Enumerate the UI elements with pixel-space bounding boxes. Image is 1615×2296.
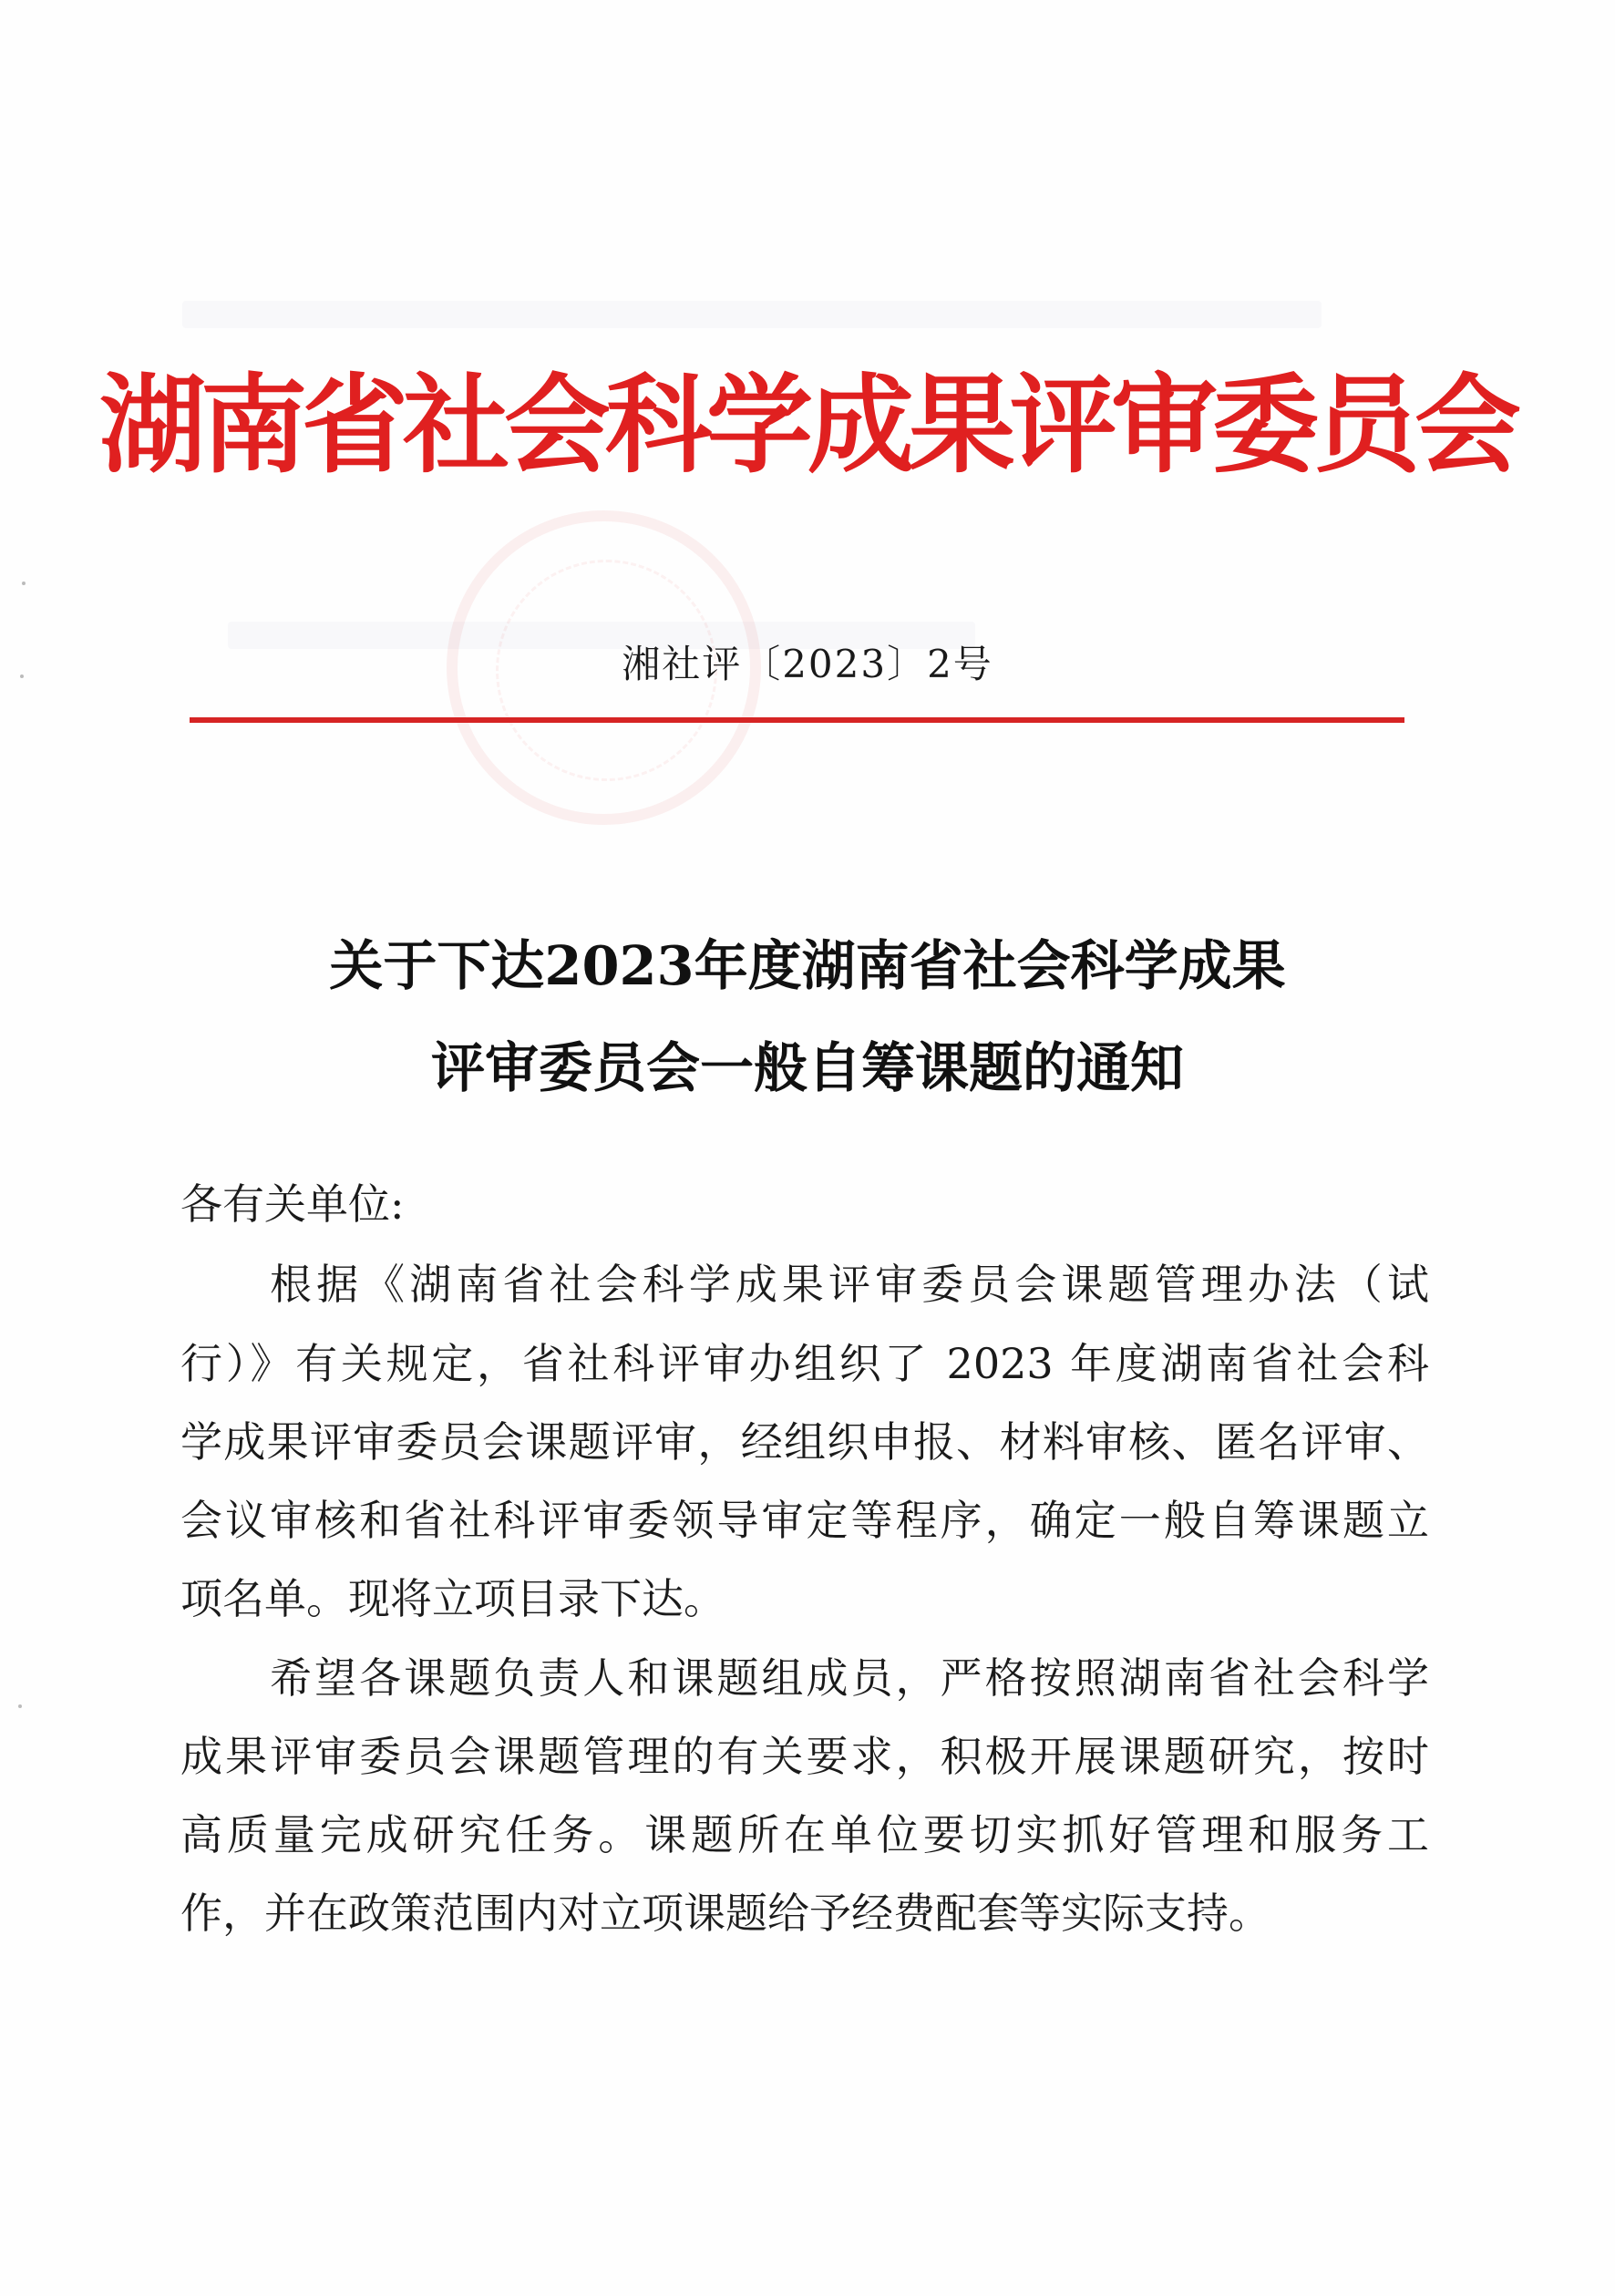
paragraph-1-line: 会议审核和省社科评审委领导审定等程序，确定一般自筹课题立 bbox=[180, 1496, 1429, 1545]
salutation: 各有关单位: bbox=[180, 1179, 405, 1229]
paragraph-1-line: 根据《湖南省社会科学成果评审委员会课题管理办法（试 bbox=[270, 1260, 1429, 1309]
document-title-line-2: 评审委员会一般自筹课题的通知 bbox=[430, 1036, 1184, 1099]
paragraph-1-line: 行）》有关规定，省社科评审办组织了 2023 年度湖南省社会科 bbox=[180, 1339, 1429, 1388]
document-title-line-1: 关于下达2023年度湖南省社会科学成果 bbox=[329, 934, 1286, 997]
red-divider-line bbox=[190, 717, 1404, 723]
document-number: 湘社评〔2023〕2号 bbox=[622, 642, 993, 686]
organization-header: 湖南省社会科学成果评审委员会 bbox=[98, 363, 1516, 488]
paragraph-2-line: 成果评审委员会课题管理的有关要求，积极开展课题研究，按时 bbox=[180, 1732, 1429, 1781]
paragraph-1-line: 项名单。现将立项目录下达。 bbox=[180, 1574, 725, 1623]
paragraph-1-line: 学成果评审委员会课题评审，经组织申报、材料审核、匿名评审、 bbox=[180, 1417, 1429, 1467]
paragraph-2-line: 作，并在政策范围内对立项课题给予经费配套等实际支持。 bbox=[180, 1889, 1270, 1938]
scan-speck bbox=[22, 582, 26, 585]
paragraph-2-line: 希望各课题负责人和课题组成员，严格按照湖南省社会科学 bbox=[270, 1653, 1429, 1703]
scan-ghost-line bbox=[182, 301, 1322, 328]
paragraph-2-line: 高质量完成研究任务。课题所在单位要切实抓好管理和服务工 bbox=[180, 1810, 1429, 1859]
scan-speck bbox=[18, 1704, 22, 1708]
